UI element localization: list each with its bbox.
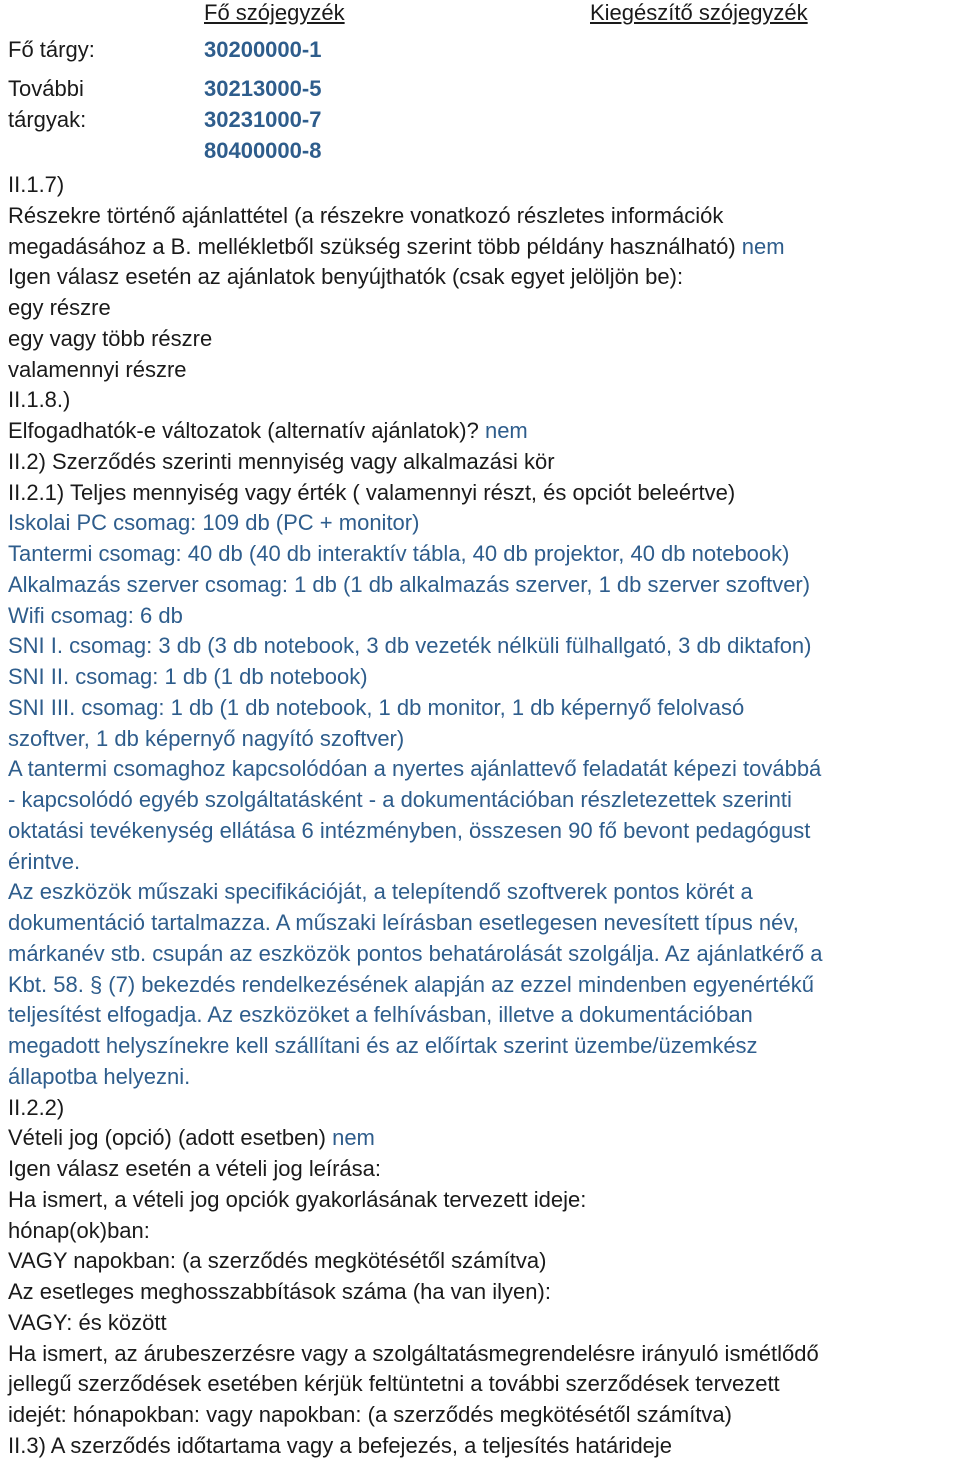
line-value: Wifi csomag: 6 db [8, 602, 183, 628]
main-vocabulary-heading: Fő szójegyzék [204, 0, 345, 25]
line-value: - kapcsolódó egyéb szolgáltatásként - a dokumentációban részletezettek szerinti [8, 787, 792, 812]
document-line [8, 1246, 546, 1276]
document-line [8, 1369, 780, 1399]
document-line [8, 1339, 819, 1369]
line-value: megadott helyszínekre kell szállítani és az előírtak szerint üzembe/üzemkész [8, 1033, 758, 1058]
line-text: Igen válasz esetén a vételi jog leírása: [8, 1156, 382, 1181]
document-line [8, 1216, 150, 1246]
line-value: Kbt. 58. § (7) bekezdés rendelkezésének alapján az ezzel mindenben egyenértékű [8, 971, 814, 997]
document-line [8, 724, 404, 754]
line-value: szoftver, 1 db képernyő nagyító szoftver) [8, 725, 405, 751]
line-text: jellegű szerződések esetében kérjük feltüntetni a további szerződések tervezett [8, 1371, 780, 1397]
document-line [8, 785, 792, 815]
line-text: Az esetleges meghosszabbítások száma (ha van ilyen): [8, 1279, 551, 1304]
main-cpv-code: 30200000-1 [204, 37, 322, 62]
line-value: Az eszközök műszaki specifikációját, a telepítendő szoftverek pontos körét a [8, 879, 753, 905]
document-line [8, 908, 799, 938]
document-line [8, 693, 744, 723]
line-value: teljesítést elfogadja. Az eszközöket a felhívásban, illetve a dokumentációban [8, 1002, 753, 1028]
document-line [8, 970, 814, 1000]
line-text: Vételi jog (opció) (adott esetben) [8, 1125, 333, 1151]
document-line [8, 170, 64, 200]
line-value: Tantermi csomag: 40 db (40 db interaktív tábla, 40 db projektor, 40 db notebook) [8, 541, 790, 566]
document-line [8, 754, 821, 784]
additional-cpv-code: 30231000-7 [204, 107, 322, 132]
document-line [8, 570, 810, 600]
line-text: II.2.2) [8, 1094, 65, 1120]
line-value: nem [332, 1125, 375, 1151]
additional-subjects-label-2: tárgyak: [8, 107, 87, 132]
line-value: SNI II. csomag: 1 db (1 db notebook) [8, 664, 368, 689]
line-text: Ha ismert, a vételi jog opciók gyakorlásának tervezett ideje: [8, 1186, 587, 1212]
document-line [8, 601, 183, 631]
line-text: VAGY napokban: (a szerződés megkötésétől számítva) [8, 1248, 547, 1274]
document-line [8, 293, 111, 323]
additional-subjects-label-1: További [8, 76, 84, 101]
document-line [8, 447, 555, 477]
line-value: érintve. [8, 848, 81, 874]
line-text: egy részre [8, 295, 111, 320]
document-line [8, 262, 683, 292]
line-text: II.1.7) [8, 172, 65, 197]
document-line [8, 385, 70, 415]
line-text: hónap(ok)ban: [8, 1217, 150, 1243]
document-line [8, 539, 789, 569]
line-value: SNI III. csomag: 1 db (1 db notebook, 1 db monitor, 1 db képernyő felolvasó [8, 694, 745, 720]
line-text: Igen válasz esetén az ajánlatok benyújthatók (csak egyet jelöljön be): [8, 264, 684, 290]
line-text: idejét: hónapokban: vagy napokban: (a szerződés megkötésétől számítva) [8, 1402, 732, 1427]
document-line [8, 1308, 167, 1338]
document-line [8, 201, 723, 231]
document-line [8, 478, 735, 508]
line-text: II.2) Szerződés szerinti mennyiség vagy alkalmazási kör [8, 448, 555, 474]
line-text: egy vagy több részre [8, 325, 213, 351]
additional-cpv-code: 80400000-8 [204, 138, 322, 163]
supplementary-vocabulary-heading: Kiegészítő szójegyzék [590, 0, 808, 25]
document-line [8, 877, 753, 907]
document-line [8, 1154, 381, 1184]
document-line [8, 847, 80, 877]
line-text: Részekre történő ajánlattétel (a részekre vonatkozó részletes információk [8, 202, 724, 228]
line-text: Elfogadhatók-e változatok (alternatív ajánlatok)? [8, 418, 485, 443]
line-text: II.2.1) Teljes mennyiség vagy érték ( valamennyi részt, és opciót beleértve) [8, 479, 736, 505]
line-value: dokumentáció tartalmazza. A műszaki leírásban esetlegesen nevesített típus név, [8, 910, 799, 935]
main-subject-label: Fő tárgy: [8, 37, 95, 62]
document-line [8, 1185, 586, 1215]
line-value: A tantermi csomaghoz kapcsolódóan a nyertes ajánlattevő feladatát képezi továbbá [8, 756, 822, 782]
document-line [8, 631, 812, 661]
document-line [8, 1031, 758, 1061]
document-line [8, 1431, 672, 1461]
line-value: oktatási tevékenység ellátása 6 intézményben, összesen 90 fő bevont pedagógust [8, 817, 811, 843]
document-line [8, 508, 419, 538]
document-line [8, 324, 212, 354]
line-value: állapotba helyezni. [8, 1063, 191, 1089]
additional-cpv-code: 30213000-5 [204, 76, 322, 101]
line-text: megadásához a B. mellékletből szükség szerint több példány használható) [8, 233, 742, 259]
line-text: VAGY: és között [8, 1309, 167, 1335]
document-line [8, 1093, 64, 1123]
document-line [8, 816, 810, 846]
document-line [8, 662, 368, 692]
document-line [8, 939, 822, 969]
document-line [8, 1123, 375, 1153]
document-line [8, 1062, 190, 1092]
line-value: nem [484, 418, 528, 443]
document-line [8, 1000, 753, 1030]
line-value: Alkalmazás szerver csomag: 1 db (1 db alkalmazás szerver, 1 db szerver szoftver) [8, 571, 811, 597]
line-text: valamennyi részre [8, 356, 187, 382]
document-line [8, 355, 187, 385]
document-line [8, 232, 785, 262]
line-text: Ha ismert, az árubeszerzésre vagy a szolgáltatásmegrendelésre irányuló ismétlődő [8, 1340, 819, 1366]
line-value: márkanév stb. csupán az eszközök pontos behatárolását szolgálja. Az ajánlatkérő a [8, 940, 823, 966]
line-text: II.1.8.) [8, 387, 71, 413]
document-line [8, 1277, 551, 1307]
line-value: SNI I. csomag: 3 db (3 db notebook, 3 db vezeték nélküli fülhallgató, 3 db diktafon) [8, 633, 812, 659]
document-line [8, 1400, 732, 1430]
line-value: Iskolai PC csomag: 109 db (PC + monitor) [8, 510, 420, 536]
line-text: II.3) A szerződés időtartama vagy a befejezés, a teljesítés határideje [8, 1432, 673, 1458]
line-value: nem [741, 233, 785, 259]
document-line [8, 416, 528, 446]
